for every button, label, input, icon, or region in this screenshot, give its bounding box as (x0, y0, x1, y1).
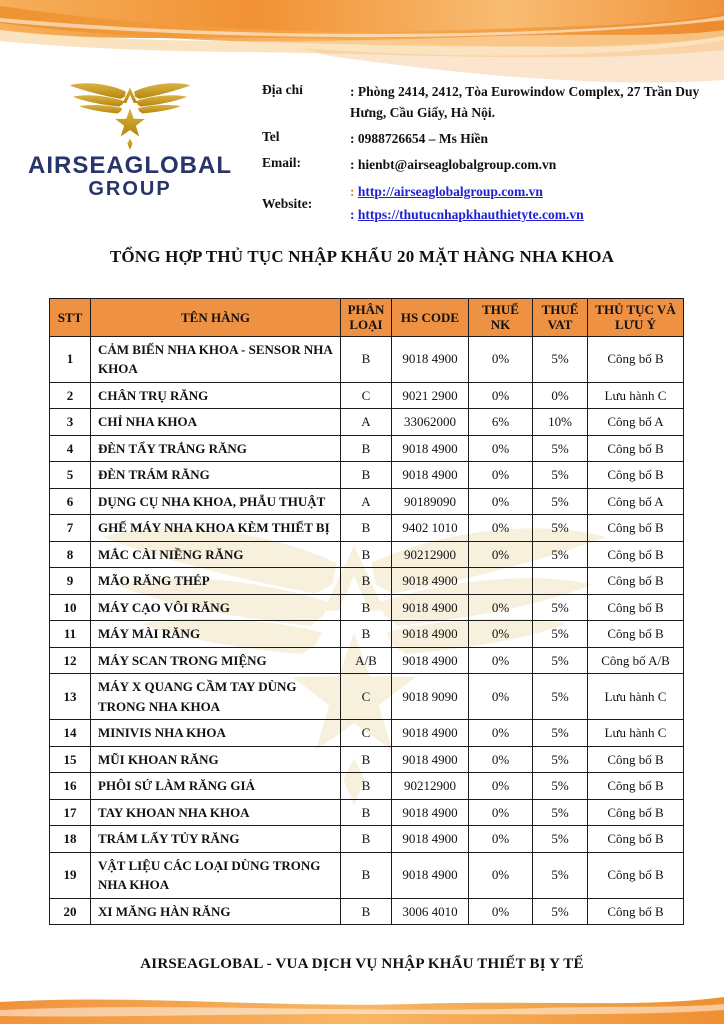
cell-vat: 5% (533, 435, 588, 462)
cell-procedure: Lưu hành C (588, 382, 684, 409)
address-label: Địa chỉ (262, 82, 303, 97)
cell-product-name: TRÁM LẤY TỦY RĂNG (91, 826, 341, 853)
cell-hs-code: 90212900 (392, 541, 469, 568)
cell-vat: 5% (533, 746, 588, 773)
cell-vat: 10% (533, 409, 588, 436)
cell-product-name: TAY KHOAN NHA KHOA (91, 799, 341, 826)
cell-procedure: Công bố B (588, 336, 684, 382)
company-logo (10, 76, 250, 200)
tel-value: : 0988726654 – Ms Hiền (350, 130, 488, 146)
cell-procedure: Công bố B (588, 852, 684, 898)
cell-classification: B (341, 852, 392, 898)
col-header-class: PHÂN LOẠI (341, 299, 392, 337)
cell-import-tax: 0% (469, 773, 533, 800)
cell-import-tax: 6% (469, 409, 533, 436)
col-header-vat: THUẾ VAT (533, 299, 588, 337)
cell-procedure: Công bố B (588, 462, 684, 489)
link-prefix: : (350, 183, 358, 199)
cell-hs-code: 9018 4900 (392, 720, 469, 747)
cell-product-name: XI MĂNG HÀN RĂNG (91, 898, 341, 925)
cell-product-name: CHÂN TRỤ RĂNG (91, 382, 341, 409)
cell-product-name: MÁY MÀI RĂNG (91, 621, 341, 648)
cell-product-name: ĐÈN TRÁM RĂNG (91, 462, 341, 489)
table-row (50, 541, 684, 568)
cell-vat: 5% (533, 462, 588, 489)
cell-vat: 5% (533, 594, 588, 621)
cell-hs-code: 9018 4900 (392, 336, 469, 382)
cell-stt: 15 (50, 746, 91, 773)
cell-stt: 10 (50, 594, 91, 621)
cell-classification: B (341, 515, 392, 542)
cell-import-tax: 0% (469, 336, 533, 382)
cell-procedure: Công bố B (588, 435, 684, 462)
cell-stt: 12 (50, 647, 91, 674)
email-row (262, 155, 716, 176)
cell-hs-code: 9018 9090 (392, 674, 469, 720)
table-zone (49, 298, 683, 925)
table-row (50, 799, 684, 826)
cell-stt: 17 (50, 799, 91, 826)
cell-import-tax: 0% (469, 541, 533, 568)
cell-product-name: MŨI KHOAN RĂNG (91, 746, 341, 773)
cell-vat: 5% (533, 898, 588, 925)
cell-product-name: GHẾ MÁY NHA KHOA KÈM THIẾT BỊ (91, 515, 341, 542)
cell-classification: A (341, 409, 392, 436)
col-header-name: TÊN HÀNG (91, 299, 341, 337)
cell-hs-code: 9018 4900 (392, 799, 469, 826)
cell-product-name: VẬT LIỆU CÁC LOẠI DÙNG TRONG NHA KHOA (91, 852, 341, 898)
table-row (50, 898, 684, 925)
address-value: : Phòng 2414, 2412, Tòa Eurowindow Complex, 27 Trần Duy Hưng, Cầu Giấy, Hà Nội. (350, 84, 700, 120)
brand-name: AIRSEAGLOBAL (28, 152, 232, 179)
table-row (50, 435, 684, 462)
cell-procedure: Công bố B (588, 621, 684, 648)
cell-product-name: CHỈ NHA KHOA (91, 409, 341, 436)
page-title: TỔNG HỢP THỦ TỤC NHẬP KHẨU 20 MẶT HÀNG NHA KHOA (109, 247, 615, 266)
table-row (50, 336, 684, 382)
cell-hs-code: 9018 4900 (392, 462, 469, 489)
cell-vat: 5% (533, 674, 588, 720)
website-link-1[interactable]: http://airseaglobalgroup.com.vn (357, 183, 543, 199)
table-header (50, 299, 684, 337)
cell-product-name: DỤNG CỤ NHA KHOA, PHẪU THUẬT (91, 488, 341, 515)
cell-procedure: Công bố B (588, 746, 684, 773)
cell-stt: 13 (50, 674, 91, 720)
table-body (50, 336, 684, 925)
cell-vat: 5% (533, 488, 588, 515)
cell-hs-code: 9402 1010 (392, 515, 469, 542)
cell-vat: 5% (533, 826, 588, 853)
cell-classification: A (341, 488, 392, 515)
cell-procedure: Công bố B (588, 898, 684, 925)
cell-hs-code: 9018 4900 (392, 826, 469, 853)
col-header-stt: STT (50, 299, 91, 337)
email-value: : hienbt@airseaglobalgroup.com.vn (350, 156, 557, 172)
cell-hs-code: 9021 2900 (392, 382, 469, 409)
table-row (50, 568, 684, 595)
cell-stt: 9 (50, 568, 91, 595)
tel-label: Tel (262, 128, 280, 144)
cell-stt: 14 (50, 720, 91, 747)
cell-classification: B (341, 826, 392, 853)
col-header-procedure: THỦ TỤC VÀ LƯU Ý (588, 299, 684, 337)
table-row (50, 852, 684, 898)
contact-block (262, 82, 716, 232)
table-row (50, 773, 684, 800)
cell-procedure: Lưu hành C (588, 720, 684, 747)
cell-stt: 3 (50, 409, 91, 436)
cell-procedure: Công bố B (588, 541, 684, 568)
cell-hs-code: 9018 4900 (392, 621, 469, 648)
table-row (50, 720, 684, 747)
cell-procedure: Công bố A/B (588, 647, 684, 674)
cell-procedure: Công bố B (588, 773, 684, 800)
cell-import-tax (469, 568, 533, 595)
cell-product-name: MÃO RĂNG THÉP (91, 568, 341, 595)
cell-stt: 4 (50, 435, 91, 462)
cell-product-name: MÁY X QUANG CẦM TAY DÙNG TRONG NHA KHOA (91, 674, 341, 720)
cell-vat: 5% (533, 773, 588, 800)
cell-import-tax: 0% (469, 674, 533, 720)
cell-procedure: Công bố A (588, 488, 684, 515)
cell-import-tax: 0% (469, 852, 533, 898)
cell-procedure: Lưu hành C (588, 674, 684, 720)
cell-stt: 19 (50, 852, 91, 898)
cell-hs-code: 3006 4010 (392, 898, 469, 925)
cell-classification: A/B (341, 647, 392, 674)
cell-hs-code: 9018 4900 (392, 746, 469, 773)
cell-stt: 7 (50, 515, 91, 542)
cell-hs-code: 33062000 (392, 409, 469, 436)
cell-classification: B (341, 435, 392, 462)
cell-stt: 8 (50, 541, 91, 568)
cell-import-tax: 0% (469, 826, 533, 853)
import-procedures-table (49, 298, 684, 925)
table-row (50, 515, 684, 542)
table-row (50, 488, 684, 515)
table-row (50, 382, 684, 409)
tel-row (262, 129, 716, 150)
cell-procedure: Công bố A (588, 409, 684, 436)
cell-hs-code: 9018 4900 (392, 852, 469, 898)
table-row (50, 746, 684, 773)
cell-classification: B (341, 621, 392, 648)
eagle-wings-star-icon (17, 76, 243, 154)
cell-import-tax: 0% (469, 621, 533, 648)
col-header-import-tax: THUẾ NK (469, 299, 533, 337)
cell-import-tax: 0% (469, 647, 533, 674)
cell-vat: 5% (533, 336, 588, 382)
brand-subtitle: GROUP (88, 177, 172, 200)
bottom-orange-wave-decoration (0, 992, 724, 1024)
cell-hs-code: 9018 4900 (392, 568, 469, 595)
cell-classification: C (341, 674, 392, 720)
cell-import-tax: 0% (469, 462, 533, 489)
table-row (50, 826, 684, 853)
col-header-hscode: HS CODE (392, 299, 469, 337)
link-prefix: : (350, 206, 358, 222)
cell-product-name: PHÔI SỨ LÀM RĂNG GIẢ (91, 773, 341, 800)
email-label: Email: (262, 154, 301, 170)
table-row (50, 409, 684, 436)
cell-procedure: Công bố B (588, 594, 684, 621)
cell-classification: B (341, 336, 392, 382)
cell-classification: B (341, 773, 392, 800)
cell-hs-code: 9018 4900 (392, 647, 469, 674)
footer-slogan: AIRSEAGLOBAL - VUA DỊCH VỤ NHẬP KHẨU THIẾT BỊ Y TẾ (140, 956, 584, 972)
cell-classification: B (341, 898, 392, 925)
table-row (50, 647, 684, 674)
cell-product-name: CẢM BIẾN NHA KHOA - SENSOR NHA KHOA (91, 336, 341, 382)
cell-stt: 2 (50, 382, 91, 409)
cell-import-tax: 0% (469, 799, 533, 826)
cell-product-name: ĐÈN TẨY TRẮNG RĂNG (91, 435, 341, 462)
cell-vat: 5% (533, 647, 588, 674)
table-row (50, 621, 684, 648)
cell-procedure: Công bố B (588, 799, 684, 826)
cell-import-tax: 0% (469, 382, 533, 409)
cell-procedure: Công bố B (588, 515, 684, 542)
website-row (262, 181, 716, 227)
cell-import-tax: 0% (469, 720, 533, 747)
cell-vat: 5% (533, 852, 588, 898)
cell-hs-code: 90212900 (392, 773, 469, 800)
cell-vat (533, 568, 588, 595)
cell-procedure: Công bố B (588, 568, 684, 595)
website-label: Website: (262, 195, 313, 211)
cell-product-name: MINIVIS NHA KHOA (91, 720, 341, 747)
cell-hs-code: 9018 4900 (392, 435, 469, 462)
cell-vat: 5% (533, 720, 588, 747)
cell-product-name: MẮC CÀI NIỀNG RĂNG (91, 541, 341, 568)
cell-classification: B (341, 746, 392, 773)
cell-import-tax: 0% (469, 435, 533, 462)
cell-stt: 5 (50, 462, 91, 489)
cell-product-name: MÁY SCAN TRONG MIỆNG (91, 647, 341, 674)
table-row (50, 594, 684, 621)
website-link-2[interactable]: https://thutucnhapkhauthietyte.com.vn (357, 206, 584, 222)
cell-stt: 16 (50, 773, 91, 800)
table-row (50, 462, 684, 489)
cell-classification: B (341, 462, 392, 489)
cell-import-tax: 0% (469, 898, 533, 925)
cell-classification: C (341, 382, 392, 409)
cell-vat: 0% (533, 382, 588, 409)
cell-classification: C (341, 720, 392, 747)
cell-classification: B (341, 799, 392, 826)
address-row (262, 82, 716, 124)
cell-product-name: MÁY CẠO VÔI RĂNG (91, 594, 341, 621)
cell-stt: 11 (50, 621, 91, 648)
table-row (50, 674, 684, 720)
cell-vat: 5% (533, 541, 588, 568)
cell-procedure: Công bố B (588, 826, 684, 853)
cell-hs-code: 9018 4900 (392, 594, 469, 621)
cell-vat: 5% (533, 621, 588, 648)
cell-stt: 20 (50, 898, 91, 925)
cell-classification: B (341, 541, 392, 568)
cell-stt: 6 (50, 488, 91, 515)
cell-import-tax: 0% (469, 488, 533, 515)
cell-import-tax: 0% (469, 746, 533, 773)
cell-import-tax: 0% (469, 515, 533, 542)
cell-stt: 1 (50, 336, 91, 382)
cell-import-tax: 0% (469, 594, 533, 621)
cell-classification: B (341, 594, 392, 621)
cell-stt: 18 (50, 826, 91, 853)
cell-hs-code: 90189090 (392, 488, 469, 515)
cell-vat: 5% (533, 515, 588, 542)
cell-classification: B (341, 568, 392, 595)
cell-vat: 5% (533, 799, 588, 826)
